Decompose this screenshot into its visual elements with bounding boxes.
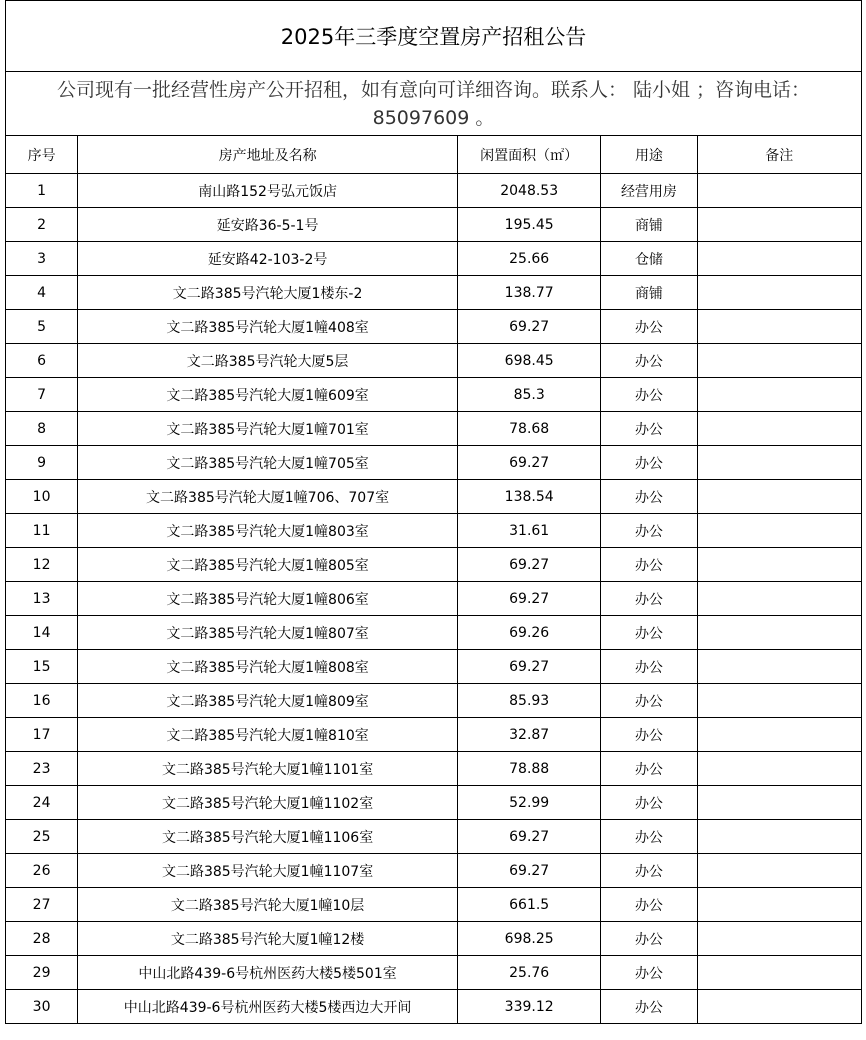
- cell-no: 5: [6, 310, 78, 344]
- cell-area: 25.66: [458, 242, 601, 276]
- cell-note: [697, 922, 861, 956]
- cell-area: 69.27: [458, 854, 601, 888]
- cell-use: 办公: [601, 378, 697, 412]
- cell-address: 文二路385号汽轮大厦1幢803室: [78, 514, 458, 548]
- cell-area: 78.68: [458, 412, 601, 446]
- table-row: [6, 752, 862, 786]
- cell-note: [697, 174, 861, 208]
- cell-note: [697, 718, 861, 752]
- cell-note: [697, 514, 861, 548]
- cell-note: [697, 310, 861, 344]
- cell-address: 延安路36-5-1号: [78, 208, 458, 242]
- cell-note: [697, 616, 861, 650]
- cell-note: [697, 412, 861, 446]
- cell-area: 698.25: [458, 922, 601, 956]
- cell-address: 文二路385号汽轮大厦1幢1106室: [78, 820, 458, 854]
- cell-address: 文二路385号汽轮大厦1幢701室: [78, 412, 458, 446]
- cell-note: [697, 752, 861, 786]
- cell-use: 办公: [601, 990, 697, 1024]
- cell-no: 8: [6, 412, 78, 446]
- cell-no: 17: [6, 718, 78, 752]
- rental-notice-sheet: [5, 0, 862, 1027]
- table-row: [6, 888, 862, 922]
- table-row: [6, 956, 862, 990]
- notice-line-1: 公司现有一批经营性房产公开招租，如有意向可详细咨询。联系人： 陆小姐 ；咨询电话：: [56, 78, 811, 101]
- cell-no: 14: [6, 616, 78, 650]
- cell-use: 办公: [601, 514, 697, 548]
- cell-area: 138.77: [458, 276, 601, 310]
- cell-address: 文二路385号汽轮大厦1幢809室: [78, 684, 458, 718]
- cell-address: 文二路385号汽轮大厦1幢12楼: [78, 922, 458, 956]
- cell-area: 52.99: [458, 786, 601, 820]
- cell-area: 69.27: [458, 582, 601, 616]
- cell-note: [697, 888, 861, 922]
- table-row: [6, 548, 862, 582]
- cell-area: 69.27: [458, 650, 601, 684]
- cell-use: 仓储: [601, 242, 697, 276]
- cell-address: 文二路385号汽轮大厦1幢810室: [78, 718, 458, 752]
- cell-address: 文二路385号汽轮大厦1幢706、707室: [78, 480, 458, 514]
- header-no: 序号: [6, 136, 78, 174]
- cell-note: [697, 786, 861, 820]
- cell-no: 1: [6, 174, 78, 208]
- cell-no: 28: [6, 922, 78, 956]
- cell-note: [697, 990, 861, 1024]
- cell-use: 办公: [601, 684, 697, 718]
- cell-no: 9: [6, 446, 78, 480]
- header-use: 用途: [601, 136, 697, 174]
- table-row: [6, 684, 862, 718]
- table-row: [6, 854, 862, 888]
- cell-address: 文二路385号汽轮大厦1幢705室: [78, 446, 458, 480]
- header-row: [6, 136, 862, 174]
- cell-note: [697, 650, 861, 684]
- cell-area: 69.27: [458, 446, 601, 480]
- table-row: [6, 616, 862, 650]
- table-row: [6, 582, 862, 616]
- cell-no: 23: [6, 752, 78, 786]
- rental-table: [5, 0, 862, 1024]
- table-row: [6, 344, 862, 378]
- cell-note: [697, 820, 861, 854]
- table-row: [6, 820, 862, 854]
- cell-area: 31.61: [458, 514, 601, 548]
- cell-address: 文二路385号汽轮大厦1幢806室: [78, 582, 458, 616]
- cell-use: 办公: [601, 344, 697, 378]
- cell-use: 办公: [601, 480, 697, 514]
- cell-no: 13: [6, 582, 78, 616]
- cell-use: 办公: [601, 854, 697, 888]
- cell-use: 办公: [601, 446, 697, 480]
- cell-use: 办公: [601, 548, 697, 582]
- cell-note: [697, 208, 861, 242]
- table-row: [6, 514, 862, 548]
- cell-address: 文二路385号汽轮大厦1幢808室: [78, 650, 458, 684]
- table-row: [6, 922, 862, 956]
- cell-use: 商铺: [601, 208, 697, 242]
- cell-note: [697, 446, 861, 480]
- cell-note: [697, 276, 861, 310]
- cell-use: 办公: [601, 718, 697, 752]
- cell-address: 文二路385号汽轮大厦1幢408室: [78, 310, 458, 344]
- cell-address: 文二路385号汽轮大厦1幢807室: [78, 616, 458, 650]
- table-row: [6, 786, 862, 820]
- cell-no: 2: [6, 208, 78, 242]
- cell-no: 26: [6, 854, 78, 888]
- cell-address: 南山路152号弘元饭店: [78, 174, 458, 208]
- cell-no: 15: [6, 650, 78, 684]
- cell-address: 文二路385号汽轮大厦1幢609室: [78, 378, 458, 412]
- table-row: [6, 446, 862, 480]
- cell-use: 经营用房: [601, 174, 697, 208]
- cell-address: 延安路42-103-2号: [78, 242, 458, 276]
- cell-no: 29: [6, 956, 78, 990]
- cell-address: 中山北路439-6号杭州医药大楼5楼西边大开间: [78, 990, 458, 1024]
- cell-area: 69.27: [458, 310, 601, 344]
- table-row: [6, 412, 862, 446]
- cell-area: 69.26: [458, 616, 601, 650]
- cell-area: 78.88: [458, 752, 601, 786]
- cell-area: 2048.53: [458, 174, 601, 208]
- cell-area: 85.3: [458, 378, 601, 412]
- cell-use: 商铺: [601, 276, 697, 310]
- table-row: [6, 378, 862, 412]
- table-row: [6, 174, 862, 208]
- cell-area: 339.12: [458, 990, 601, 1024]
- cell-note: [697, 854, 861, 888]
- cell-no: 7: [6, 378, 78, 412]
- page-title: 2025年三季度空置房产招租公告: [6, 1, 862, 72]
- cell-no: 6: [6, 344, 78, 378]
- table-row: [6, 990, 862, 1024]
- header-note: 备注: [697, 136, 861, 174]
- header-address: 房产地址及名称: [78, 136, 458, 174]
- cell-no: 16: [6, 684, 78, 718]
- cell-note: [697, 684, 861, 718]
- table-row: [6, 310, 862, 344]
- table-row: [6, 650, 862, 684]
- cell-address: 文二路385号汽轮大厦1幢1101室: [78, 752, 458, 786]
- cell-address: 文二路385号汽轮大厦1幢1102室: [78, 786, 458, 820]
- cell-address: 文二路385号汽轮大厦1幢1107室: [78, 854, 458, 888]
- cell-use: 办公: [601, 582, 697, 616]
- cell-use: 办公: [601, 786, 697, 820]
- cell-no: 3: [6, 242, 78, 276]
- cell-note: [697, 480, 861, 514]
- cell-use: 办公: [601, 650, 697, 684]
- cell-no: 27: [6, 888, 78, 922]
- cell-area: 661.5: [458, 888, 601, 922]
- cell-no: 12: [6, 548, 78, 582]
- notice-line-2: 85097609 。: [372, 106, 495, 129]
- cell-use: 办公: [601, 412, 697, 446]
- cell-no: 4: [6, 276, 78, 310]
- cell-note: [697, 548, 861, 582]
- cell-area: 32.87: [458, 718, 601, 752]
- cell-address: 文二路385号汽轮大厦1幢805室: [78, 548, 458, 582]
- cell-use: 办公: [601, 956, 697, 990]
- cell-area: 85.93: [458, 684, 601, 718]
- cell-address: 中山北路439-6号杭州医药大楼5楼501室: [78, 956, 458, 990]
- title-row: [6, 1, 862, 72]
- cell-use: 办公: [601, 616, 697, 650]
- cell-note: [697, 344, 861, 378]
- cell-area: 195.45: [458, 208, 601, 242]
- cell-use: 办公: [601, 752, 697, 786]
- cell-address: 文二路385号汽轮大厦5层: [78, 344, 458, 378]
- cell-use: 办公: [601, 820, 697, 854]
- cell-area: 25.76: [458, 956, 601, 990]
- cell-address: 文二路385号汽轮大厦1楼东-2: [78, 276, 458, 310]
- table-row: [6, 242, 862, 276]
- cell-area: 138.54: [458, 480, 601, 514]
- cell-use: 办公: [601, 310, 697, 344]
- cell-note: [697, 956, 861, 990]
- table-row: [6, 718, 862, 752]
- table-row: [6, 480, 862, 514]
- cell-note: [697, 378, 861, 412]
- cell-use: 办公: [601, 888, 697, 922]
- cell-no: 25: [6, 820, 78, 854]
- table-row: [6, 276, 862, 310]
- cell-address: 文二路385号汽轮大厦1幢10层: [78, 888, 458, 922]
- cell-no: 10: [6, 480, 78, 514]
- cell-no: 30: [6, 990, 78, 1024]
- cell-use: 办公: [601, 922, 697, 956]
- cell-note: [697, 242, 861, 276]
- notice-row: [6, 72, 862, 136]
- cell-area: 69.27: [458, 548, 601, 582]
- cell-area: 69.27: [458, 820, 601, 854]
- header-area: 闲置面积（㎡）: [458, 136, 601, 174]
- cell-note: [697, 582, 861, 616]
- table-row: [6, 208, 862, 242]
- notice-text: [6, 72, 862, 136]
- cell-area: 698.45: [458, 344, 601, 378]
- cell-no: 24: [6, 786, 78, 820]
- cell-no: 11: [6, 514, 78, 548]
